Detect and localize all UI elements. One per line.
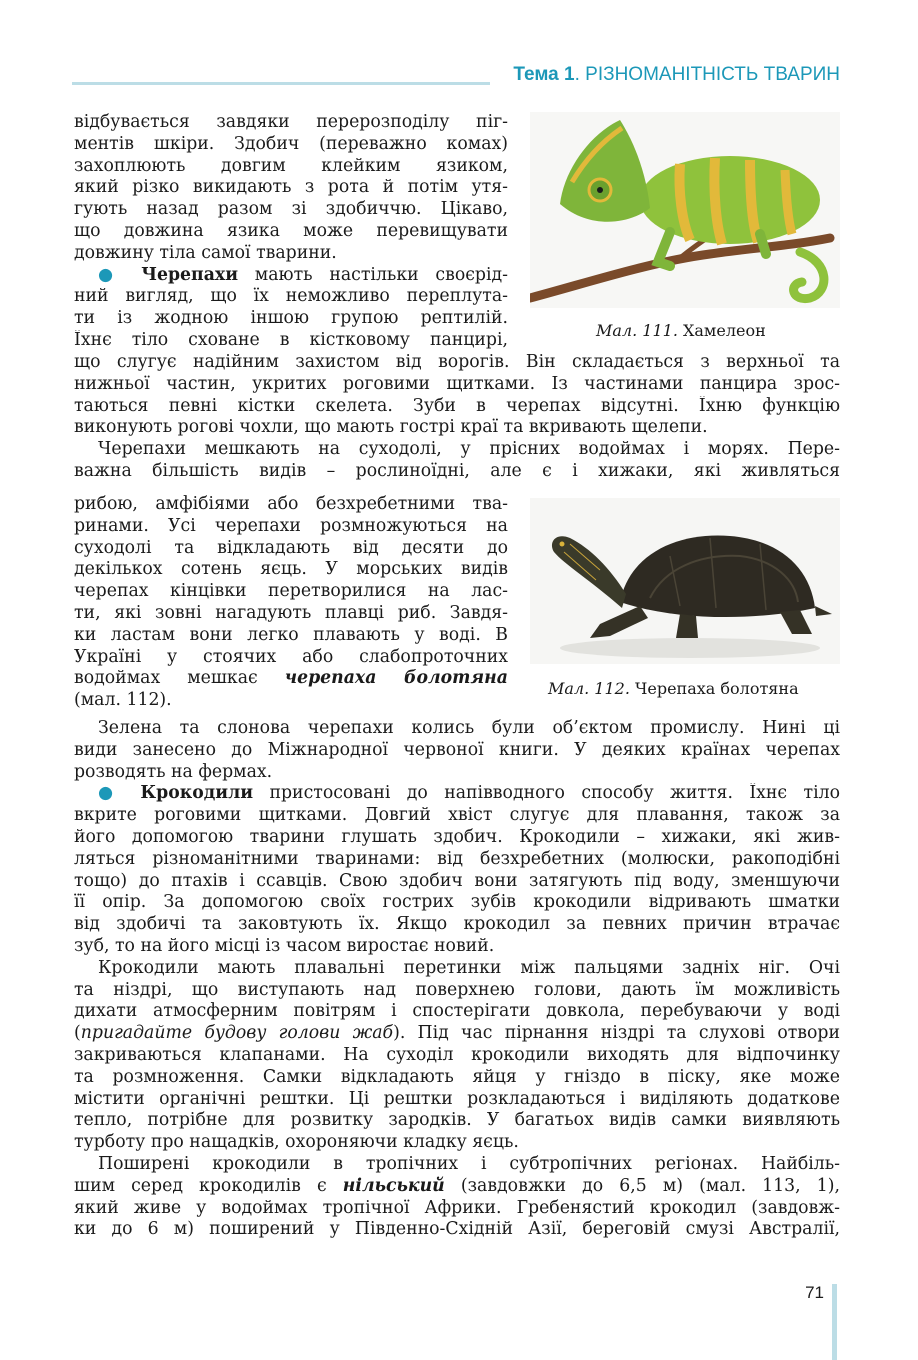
text-fragment: пристосовані до напівводного способу життя. Їхнє тіло — [253, 783, 840, 804]
text-line: що довжина язика може перевищувати — [74, 220, 508, 241]
margin-bar — [832, 1284, 837, 1360]
turtle-image — [530, 498, 840, 664]
text-line: містити органічні рештки. Ці рештки розкладаються і виділяють додаткове — [74, 1088, 840, 1109]
bullet-icon: ● — [98, 783, 124, 804]
text-line — [74, 1023, 840, 1045]
text-line: ринами. Усі черепахи розмножуються на — [74, 515, 508, 536]
text-line: Зелена та слонова черепахи колись були об’єктом промислу. Нині ці — [98, 718, 840, 738]
text-line: ти, які зовні нагадують плавці риб. Завдя- — [74, 602, 508, 623]
text-line: ляться різноманітними тваринами: від безхребетних (молюски, ракоподібні — [74, 848, 840, 869]
text-line: захоплюють довгим клейким язиком, — [74, 155, 508, 176]
paragraph-chameleon-end — [74, 112, 508, 352]
text-line: виконують рогові чохли, що мають гострі краї та вкривають щелепи. — [74, 417, 708, 438]
text-fragment: (завдовжки до 6,5 м) (мал. 113, 1), — [444, 1175, 840, 1196]
running-header — [513, 64, 840, 86]
text-line: нижньої частин, укритих роговими щитками. Із частинами панцира зрос- — [74, 373, 840, 394]
text-line: тепло, потрібне для розвитку зародків. У багатьох видів самки виявляють — [74, 1110, 840, 1131]
italic-note: пригадайте будову голови жаб — [80, 1023, 394, 1044]
term-pond-turtle: черепаха болотяна — [284, 668, 508, 689]
text-fragment: ( — [74, 1023, 81, 1044]
text-line: закриваються клапанами. На суходіл крокодили виходять для відпочинку — [74, 1044, 840, 1065]
caption-text: Хамелеон — [677, 321, 766, 340]
text-line: таються певні кістки скелета. Зуби в черепах відсутні. Їхню функцію — [74, 395, 840, 416]
text-line: черепах кінцівки перетворилися на лас- — [74, 581, 508, 602]
text-line: рибою, амфібіями або безхребетними тва- — [74, 494, 508, 514]
text-line: ки до 6 м) поширений у Південно-Східній Азії, береговій смузі Австралії, — [74, 1219, 840, 1240]
header-rule — [72, 82, 490, 85]
text-line: декількох сотень яєць. У морських видів — [74, 559, 508, 580]
text-line: Поширені крокодили в тропічних і субтропічних регіонах. Найбіль- — [98, 1153, 840, 1174]
figure-111-caption — [596, 321, 766, 340]
text-line: Їхнє тіло сховане в кістковому панцирі, — [74, 329, 508, 350]
text-line: дихати атмосферним повітрям і спостерігати довкола, перебуваючи у воді — [74, 1001, 840, 1022]
term-crocodiles: Крокодили — [140, 783, 254, 804]
figure-112-caption — [548, 679, 799, 698]
text-line: та ніздрі, що виступають над поверхнею голови, дають їм можливість — [74, 979, 840, 1000]
turtle-illustration — [530, 498, 840, 664]
bullet-icon: ● — [98, 264, 125, 285]
turtles-intro-line — [74, 265, 508, 287]
text-line: види занесено до Міжнародної червоної книги. У деяких країнах черепах — [74, 739, 840, 760]
caption-text: Черепаха болотяна — [629, 679, 799, 698]
text-line: важна більшість видів – рослиноїдні, але є і хижаки, які живляться — [74, 460, 840, 481]
term-nile: нільський — [342, 1175, 445, 1196]
chameleon-image — [530, 112, 840, 308]
text-line: Україні у стоячих або слабопроточних — [74, 646, 508, 667]
text-line: ки ластам вони легко плавають у воді. В — [74, 624, 508, 645]
text-line: тощо) до птахів і ссавців. Свою здобич вони затягують під воду, зменшуючи — [74, 870, 840, 891]
text-line: турботу про нащадків, охороняючи кладку яєць. — [74, 1132, 519, 1153]
text-line: який живе у водоймах тропічної Африки. Гребенястий крокодил (завдовж- — [74, 1197, 840, 1218]
text-line: який різко викидають з рота й потім утя- — [74, 177, 508, 198]
text-fragment: мають настільки своєрід- — [238, 264, 508, 285]
text-line: що слугує надійним захистом від ворогів. Він складається з верхньої та — [74, 352, 840, 372]
page-number: 71 — [805, 1283, 824, 1302]
paragraph-main — [74, 718, 840, 1241]
text-line: зуб, то на його місці із часом виростає новий. — [74, 935, 495, 956]
text-line: Черепахи мешкають на суходолі, у прісних водоймах і морях. Пере- — [98, 439, 840, 460]
croc-intro-line — [74, 783, 840, 805]
text-line — [74, 668, 508, 690]
text-line: ти із жодною іншою групою рептилій. — [74, 308, 508, 329]
topic-label: Тема 1 — [513, 64, 575, 85]
text-fragment: водоймах мешкає — [74, 668, 285, 689]
paragraph-shell — [74, 352, 840, 483]
text-line: та розмноження. Самки відкладають яйця у гніздо в піску, яке може — [74, 1066, 840, 1087]
topic-title: . РІЗНОМАНІТНІСТЬ ТВАРИН — [574, 64, 840, 85]
text-line: її опір. За допомогою своїх гострих зубів крокодили відривають шматки — [74, 892, 840, 913]
paragraph-turtle-habitat — [74, 494, 508, 712]
text-line: ментів шкіри. Здобич (переважно комах) — [74, 133, 508, 154]
text-line: його допомогою тварини глушать здобич. Крокодили – хижаки, які жив- — [74, 826, 840, 847]
text-line: (мал. 112). — [74, 690, 172, 711]
text-line: суходолі та відкладають від десяти до — [74, 537, 508, 558]
text-line: ний вигляд, що їх неможливо переплута- — [74, 286, 508, 307]
caption-number: Мал. 112. — [548, 679, 630, 698]
text-fragment: ). Під час пірнання ніздрі та слухові отвори — [393, 1023, 840, 1044]
text-line: від здобичі та заковтують їх. Якщо крокодил за певних причин втрачає — [74, 914, 840, 935]
text-line: Крокодили мають плавальні перетинки між пальцями задніх ніг. Очі — [98, 957, 840, 978]
text-line: розводять на фермах. — [74, 761, 273, 782]
term-turtles: Черепахи — [141, 264, 239, 285]
text-fragment: шим серед крокодилів є — [74, 1175, 343, 1196]
text-line: довжину тіла самої тварини. — [74, 242, 337, 263]
chameleon-illustration — [530, 112, 840, 308]
caption-number: Мал. 111. — [596, 321, 678, 340]
text-line: вкрите роговими щитками. Довгий хвіст слугує для плавання, також за — [74, 805, 840, 826]
text-line — [74, 1176, 840, 1198]
text-line: гують назад разом зі здобиччю. Цікаво, — [74, 199, 508, 220]
text-line: відбувається завдяки перерозподілу піг- — [74, 112, 508, 132]
